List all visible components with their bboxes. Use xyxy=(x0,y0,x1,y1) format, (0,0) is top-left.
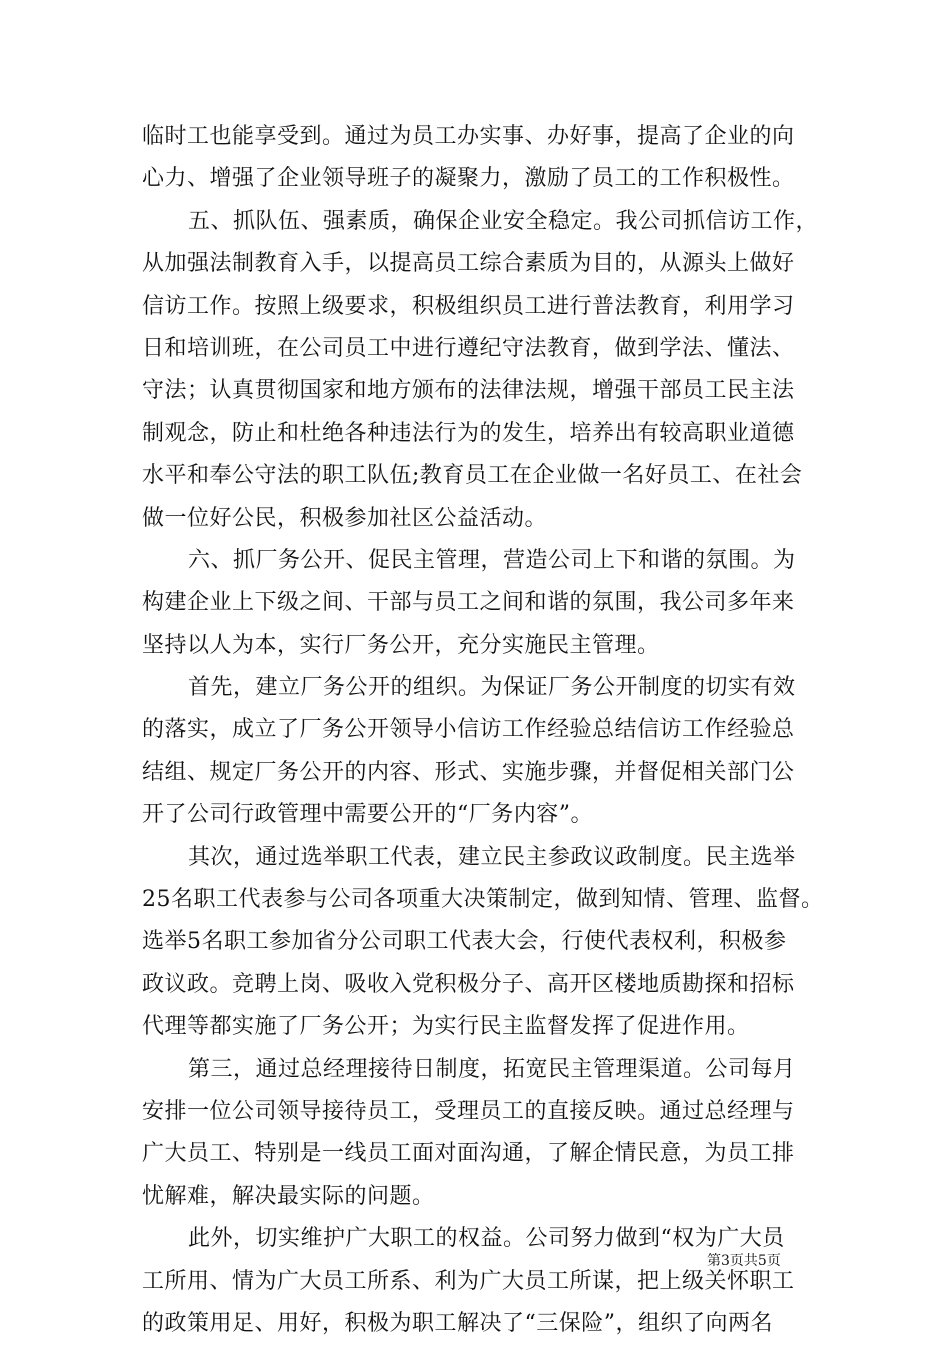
text-line: 结组、规定厂务公开的内容、形式、实施步骤，并督促相关部门公 xyxy=(142,759,795,785)
text-line: 政议政。竞聘上岗、吸收入党积极分子、高开区楼地质勘探和招标 xyxy=(142,971,795,997)
text-line: 选举5名职工参加省分公司职工代表大会，行使代表权利，积极参 xyxy=(142,929,787,955)
document-body xyxy=(142,116,824,1345)
text-line: 守法；认真贯彻国家和地方颁布的法律法规，增强干部员工民主法 xyxy=(142,378,795,404)
text-line: 忧解难，解决最实际的问题。 xyxy=(142,1183,435,1209)
text-line: 代理等都实施了厂务公开；为实行民主监督发挥了促进作用。 xyxy=(142,1014,750,1040)
paragraph-start-line: 其次，通过选举职工代表，建立民主参政议政制度。民主选举 xyxy=(188,844,796,870)
text-line: 的落实，成立了厂务公开领导小信访工作经验总结信访工作经验总 xyxy=(142,717,795,743)
text-line: 开了公司行政管理中需要公开的“厂务内容”。 xyxy=(142,802,593,828)
page-number: 第3页共5页 xyxy=(707,1253,781,1269)
text-line: 做一位好公民，积极参加社区公益活动。 xyxy=(142,505,548,531)
text-line: 制观念，防止和杜绝各种违法行为的发生，培养出有较高职业道德 xyxy=(142,420,795,446)
paragraph-start-line: 五、抓队伍、强素质，确保企业安全稳定。我公司抓信访工作， xyxy=(188,208,819,234)
paragraph-start-line: 此外，切实维护广大职工的权益。公司努力做到“权为广大员 xyxy=(188,1226,785,1252)
text-line: 信访工作。按照上级要求，积极组织员工进行普法教育，利用学习 xyxy=(142,293,795,319)
paragraph-start-line: 六、抓厂务公开、促民主管理，营造公司上下和谐的氛围。为 xyxy=(188,547,796,573)
text-line: 安排一位公司领导接待员工，受理员工的直接反映。通过总经理与 xyxy=(142,1098,795,1124)
text-line: 临时工也能享受到。通过为员工办实事、办好事，提高了企业的向 xyxy=(142,124,795,149)
text-line: 日和培训班，在公司员工中进行遵纪守法教育，做到学法、懂法、 xyxy=(142,335,795,361)
text-line: 从加强法制教育入手，以提高员工综合素质为目的，从源头上做好 xyxy=(142,251,795,277)
text-line: 水平和奉公守法的职工队伍;教育员工在企业做一名好员工、在社会 xyxy=(142,463,803,489)
text-line: 工所用、情为广大员工所系、利为广大员工所谋，把上级关怀职工 xyxy=(142,1268,795,1294)
text-line: 广大员工、特别是一线员工面对面沟通，了解企情民意，为员工排 xyxy=(142,1141,795,1167)
text-line: 心力、增强了企业领导班子的凝聚力，激励了员工的工作积极性。 xyxy=(142,166,795,192)
paragraph-start-line: 首先，建立厂务公开的组织。为保证厂务公开制度的切实有效 xyxy=(188,675,796,701)
text-line: 坚持以人为本，实行厂务公开，充分实施民主管理。 xyxy=(142,632,660,658)
text-line: 25名职工代表参与公司各项重大决策制定，做到知情、管理、监督。 xyxy=(142,887,824,913)
text-line: 构建企业上下级之间、干部与员工之间和谐的氛围，我公司多年来 xyxy=(142,590,795,616)
paragraph-start-line: 第三，通过总经理接待日制度，拓宽民主管理渠道。公司每月 xyxy=(188,1056,796,1082)
text-line: 的政策用足、用好，积极为职工解决了“三保险”，组织了向两名 xyxy=(142,1310,773,1336)
